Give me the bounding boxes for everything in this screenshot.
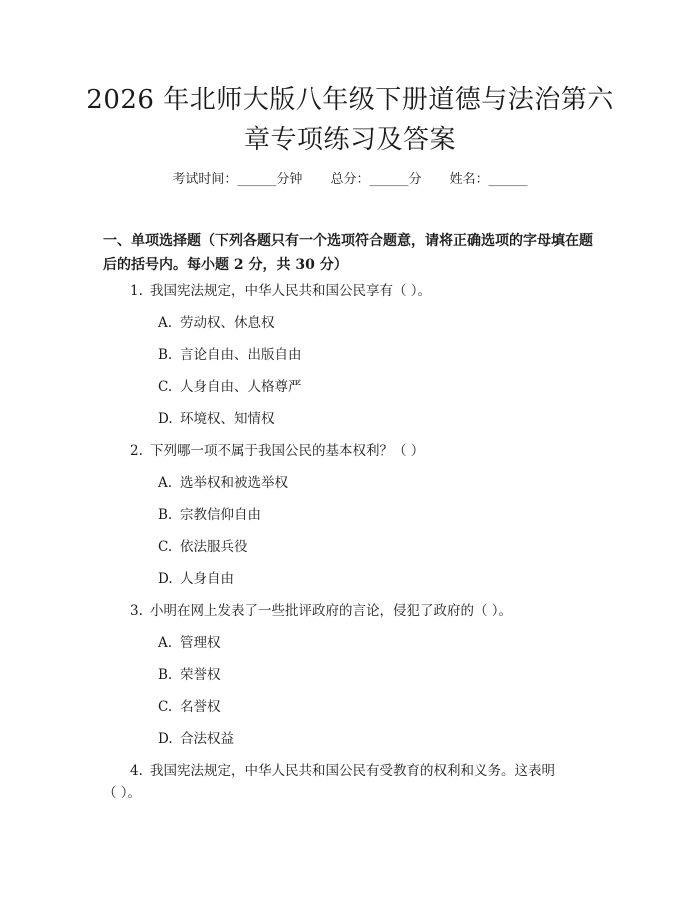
question-4 (103, 760, 603, 804)
option-text: 言论自由、出版自由 (180, 347, 302, 363)
question-number: 4. (130, 763, 143, 779)
exam-time-field: 考试时间：______分钟 (172, 172, 303, 187)
option-letter: D. (158, 571, 173, 587)
question-1-option-c (158, 377, 302, 397)
question-3-option-a (158, 633, 221, 653)
option-letter: C. (158, 379, 173, 395)
option-text: 管理权 (180, 635, 221, 651)
question-number: 1. (130, 283, 143, 299)
option-letter: D. (158, 411, 173, 427)
option-text: 劳动权、休息权 (180, 315, 275, 331)
option-letter: C. (158, 539, 173, 555)
option-text: 合法权益 (180, 731, 234, 747)
question-2 (130, 441, 600, 461)
option-letter: B. (158, 347, 173, 363)
exam-info (0, 168, 700, 187)
title-line-1: 2026 年北师大版八年级下册道德与法治第六 (86, 85, 614, 115)
question-2-option-d (158, 569, 234, 589)
question-3-option-d (158, 729, 234, 749)
question-2-option-a (158, 473, 288, 493)
question-text: 我国宪法规定，中华人民共和国公民有受教育的权利和义务。这表明 (150, 763, 555, 779)
section-title-multiple-choice: 一、单项选择题（下列各题只有一个选项符合题意，请将正确选项的字母填在题后的括号内。每小题 2 分，共 30 分） (103, 233, 593, 273)
option-text: 名誉权 (180, 699, 221, 715)
question-3-option-c (158, 697, 221, 717)
option-text: 选举权和被选举权 (180, 475, 288, 491)
question-text: 我国宪法规定，中华人民共和国公民享有（ ）。 (150, 283, 432, 299)
option-letter: A. (158, 635, 173, 651)
document-title (60, 80, 640, 160)
question-3 (130, 601, 600, 621)
question-number: 3. (130, 603, 143, 619)
question-text: 小明在网上发表了一些批评政府的言论，侵犯了政府的（ ）。 (150, 603, 513, 619)
option-text: 环境权、知情权 (180, 411, 275, 427)
total-score-field: 总分：______分 (330, 172, 422, 187)
title-line-2: 章专项练习及答案 (243, 125, 456, 155)
option-letter: A. (158, 475, 173, 491)
question-3-option-b (158, 665, 221, 685)
name-field: 姓名：______ (449, 172, 528, 187)
option-letter: B. (158, 507, 173, 523)
question-2-option-c (158, 537, 248, 557)
question-4-line-1 (103, 760, 603, 782)
question-1-option-b (158, 345, 302, 365)
option-text: 人身自由 (180, 571, 234, 587)
option-letter: A. (158, 315, 173, 331)
option-text: 荣誉权 (180, 667, 221, 683)
option-text: 依法服兵役 (180, 539, 248, 555)
question-1-option-d (158, 409, 275, 429)
question-number: 2. (130, 443, 143, 459)
question-1 (130, 281, 600, 301)
question-2-option-b (158, 505, 261, 525)
option-text: 宗教信仰自由 (180, 507, 261, 523)
question-1-option-a (158, 313, 275, 333)
question-text: 下列哪一项不属于我国公民的基本权利？（ ） (150, 443, 425, 459)
option-letter: D. (158, 731, 173, 747)
option-text: 人身自由、人格尊严 (180, 379, 302, 395)
question-4-line-2: （ ）。 (103, 785, 142, 801)
option-letter: B. (158, 667, 173, 683)
option-letter: C. (158, 699, 173, 715)
